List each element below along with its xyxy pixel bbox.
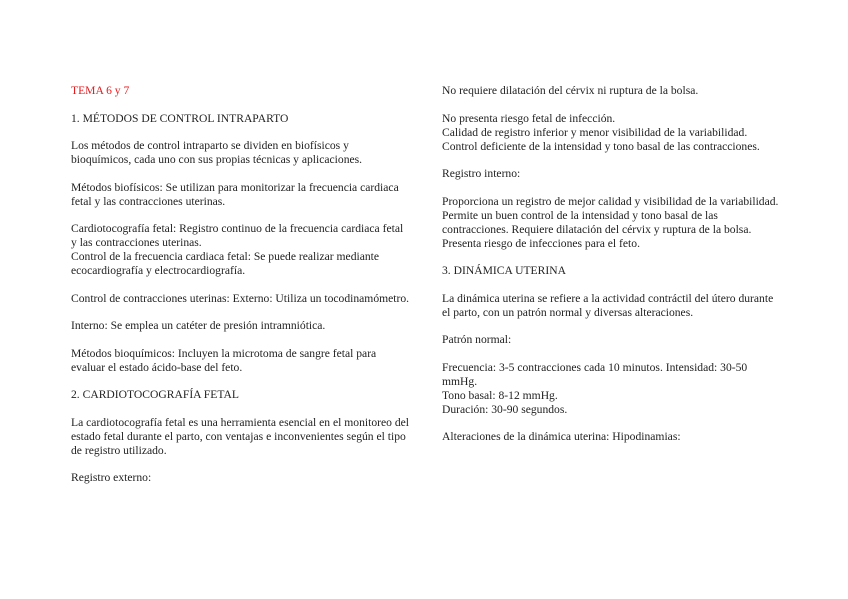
paragraph: Patrón normal: bbox=[442, 333, 512, 346]
paragraph: No requiere dilatación del cérvix ni ruptura de la bolsa. bbox=[442, 84, 699, 97]
paragraph: La cardiotocografía fetal es una herramienta esencial en el monitoreo del estado fetal durante el parto, con ventajas e inconvenientes según el tipo de registro utilizado. bbox=[71, 415, 409, 457]
paragraph: Duración: 30-90 segundos. bbox=[442, 402, 568, 416]
paragraph: Control deficiente de la intensidad y tono basal de las contracciones. bbox=[442, 139, 760, 153]
paragraph: Proporciona un registro de mejor calidad y visibilidad de la variabilidad. Permite un buen control de la intensidad y tono basal de las contracciones. Requiere dilatación del cérvix y ruptura de la bolsa. bbox=[442, 194, 779, 236]
paragraph: Cardiotocografía fetal: Registro continuo de la frecuencia cardiaca fetal y las contracciones uterinas. bbox=[71, 222, 404, 249]
paragraph: No presenta riesgo fetal de infección. bbox=[442, 111, 616, 125]
paragraph: Calidad de registro inferior y menor visibilidad de la variabilidad. bbox=[442, 125, 748, 139]
paragraph: Métodos bioquímicos: Incluyen la microtoma de sangre fetal para evaluar el estado ácido-base del feto. bbox=[71, 346, 377, 374]
paragraph: Registro interno: bbox=[442, 167, 521, 180]
section-heading-3: 3. DINÁMICA UTERINA bbox=[442, 264, 566, 277]
paragraph: Control de contracciones uterinas: Externo: Utiliza un tocodinamómetro. bbox=[71, 291, 410, 305]
paragraph: Frecuencia: 3-5 contracciones cada 10 minutos. Intensidad: 30-50 mmHg. bbox=[442, 360, 748, 388]
section-heading-1: 1. MÉTODOS DE CONTROL INTRAPARTO bbox=[71, 111, 289, 125]
right-column bbox=[442, 84, 782, 458]
section-heading-2: 2. CARDIOTOCOGRAFÍA FETAL bbox=[71, 388, 239, 401]
paragraph: Presenta riesgo de infecciones para el feto. bbox=[442, 236, 640, 250]
paragraph: Tono basal: 8-12 mmHg. bbox=[442, 388, 558, 402]
paragraph: Registro externo: bbox=[71, 471, 152, 484]
paragraph: La dinámica uterina se refiere a la actividad contráctil del útero durante el parto, con un patrón normal y diversas alteraciones. bbox=[442, 291, 774, 319]
paragraph: Métodos biofísicos: Se utilizan para monitorizar la frecuencia cardiaca fetal y las contracciones uterinas. bbox=[71, 180, 399, 208]
left-column bbox=[71, 84, 411, 499]
document-title: TEMA 6 y 7 bbox=[71, 84, 130, 97]
paragraph: Alteraciones de la dinámica uterina: Hipodinamias: bbox=[442, 430, 681, 443]
paragraph: Los métodos de control intraparto se dividen en biofísicos y bioquímicos, cada uno con sus propias técnicas y aplicaciones. bbox=[71, 139, 363, 166]
paragraph: Interno: Se emplea un catéter de presión intramniótica. bbox=[71, 319, 326, 332]
paragraph: Control de la frecuencia cardiaca fetal: Se puede realizar mediante ecocardiografía y electrocardiografía. bbox=[71, 250, 380, 277]
